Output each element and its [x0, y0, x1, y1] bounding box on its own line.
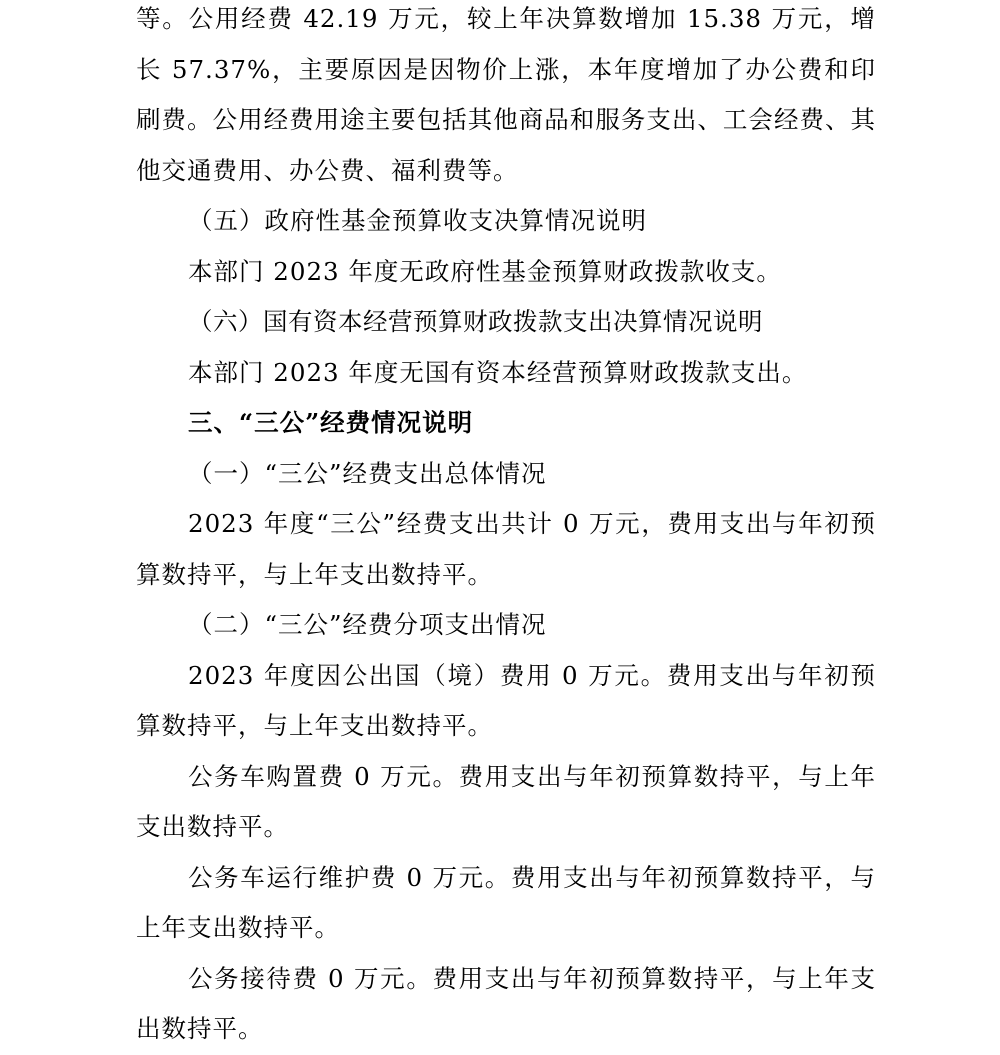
paragraph-overseas-travel: 2023 年度因公出国（境）费用 0 万元。费用支出与年初预算数持平，与上年支出数持平。 [136, 660, 876, 740]
heading-government-fund-budget: （五）政府性基金预算收支决算情况说明 [188, 206, 647, 235]
paragraph-official-reception: 公务接待费 0 万元。费用支出与年初预算数持平，与上年支出数持平。 [136, 963, 876, 1043]
paragraph-state-capital-budget: 本部门 2023 年度无国有资本经营预算财政拨款支出。 [188, 357, 808, 387]
paragraph-government-fund-budget: 本部门 2023 年度无政府性基金预算财政拨款收支。 [188, 256, 782, 286]
paragraph-public-expenses: 等。公用经费 42.19 万元，较上年决算数增加 15.38 万元，增长 57.37%，主要原因是因物价上涨，本年度增加了办公费和印刷费。公用经费用途主要包括其他商品和服务支出、工会经费、其他交通费用、办公费、福利费等。 [136, 4, 876, 185]
document-body [136, 0, 876, 1055]
paragraph-vehicle-purchase: 公务车购置费 0 万元。费用支出与年初预算数持平，与上年支出数持平。 [136, 761, 876, 841]
heading-three-public-overall: （一）“三公”经费支出总体情况 [188, 458, 547, 488]
paragraph-vehicle-maintenance: 公务车运行维护费 0 万元。费用支出与年初预算数持平，与上年支出数持平。 [136, 862, 876, 942]
heading-state-capital-budget: （六）国有资本经营预算财政拨款支出决算情况说明 [188, 307, 763, 336]
heading-three-public-expenses: 三、“三公”经费情况说明 [188, 408, 474, 437]
heading-three-public-itemized: （二）“三公”经费分项支出情况 [188, 610, 547, 639]
paragraph-three-public-overall: 2023 年度“三公”经费支出共计 0 万元，费用支出与年初预算数持平，与上年支出数持平。 [136, 509, 876, 589]
